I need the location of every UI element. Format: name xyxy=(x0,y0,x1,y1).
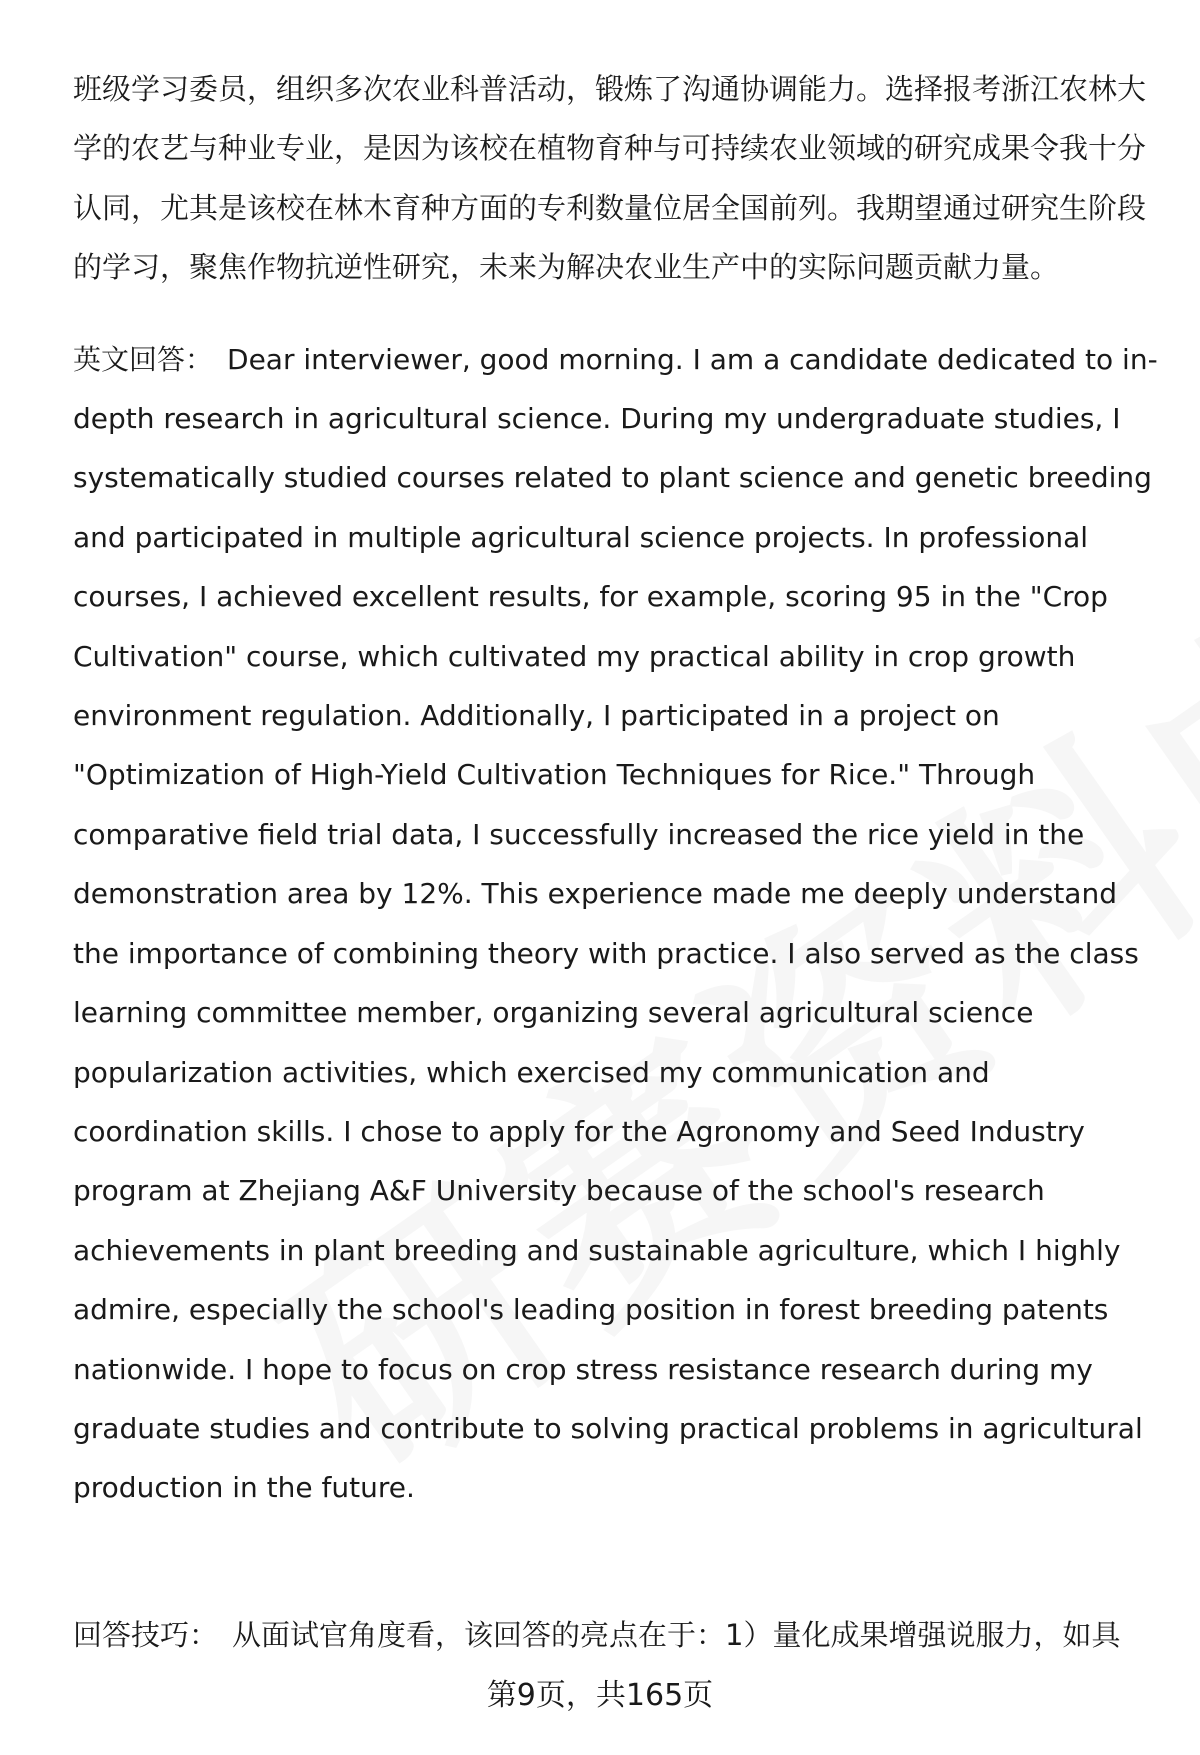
document-body xyxy=(73,60,1163,1518)
paragraph-gap xyxy=(73,298,1163,330)
answer-tips-text: 从面试官角度看，该回答的亮点在于：1）量化成果增强说服力，如具 xyxy=(232,1618,1121,1652)
english-answer-text: Dear interviewer, good morning. I am a candidate dedicated to in-depth research in agricultural science. During my undergraduate studies, I systematically studied courses related to plant science and genetic breeding and participated in multiple agricultural science projects. In professional courses, I achieved excellent results, for example, scoring 95 in the "Crop Cultivation" course, which cultivated my practical ability in crop growth environment regulation. Additionally, I participated in a project on "Optimization of High-Yield Cultivation Techniques for Rice." Through comparative field trial data, I successfully increased the rice yield in the demonstration area by 12%. This experience made me deeply understand the importance of combining theory with practice. I also served as the class learning committee member, organizing several agricultural science popularization activities, which exercised my communication and coordination skills. I chose to apply for the Agronomy and Seed Industry program at Zhejiang A&F University because of the school's research achievements in plant breeding and sustainable agriculture, which I highly admire, especially the school's leading position in forest breeding patents nationwide. I hope to focus on crop stress resistance research during my graduate studies and contribute to solving practical problems in agricultural production in the future. xyxy=(73,342,1158,1505)
answer-tips-paragraph xyxy=(73,1606,1163,1665)
answer-tips-label: 回答技巧： xyxy=(73,1618,219,1652)
page-number-footer: 第9页，共165页 xyxy=(486,1678,714,1713)
english-answer-paragraph xyxy=(73,330,1163,1518)
english-answer-label: 英文回答： xyxy=(73,342,214,376)
chinese-answer-continuation: 班级学习委员，组织多次农业科普活动，锻炼了沟通协调能力。选择报考浙江农林大学的农艺与种业专业，是因为该校在植物育种与可持续农业领域的研究成果令我十分认同，尤其是该校在林木育种方面的专利数量位居全国前列。我期望通过研究生阶段的学习，聚焦作物抗逆性研究，未来为解决农业生产中的实际问题贡献力量。 xyxy=(73,72,1147,285)
